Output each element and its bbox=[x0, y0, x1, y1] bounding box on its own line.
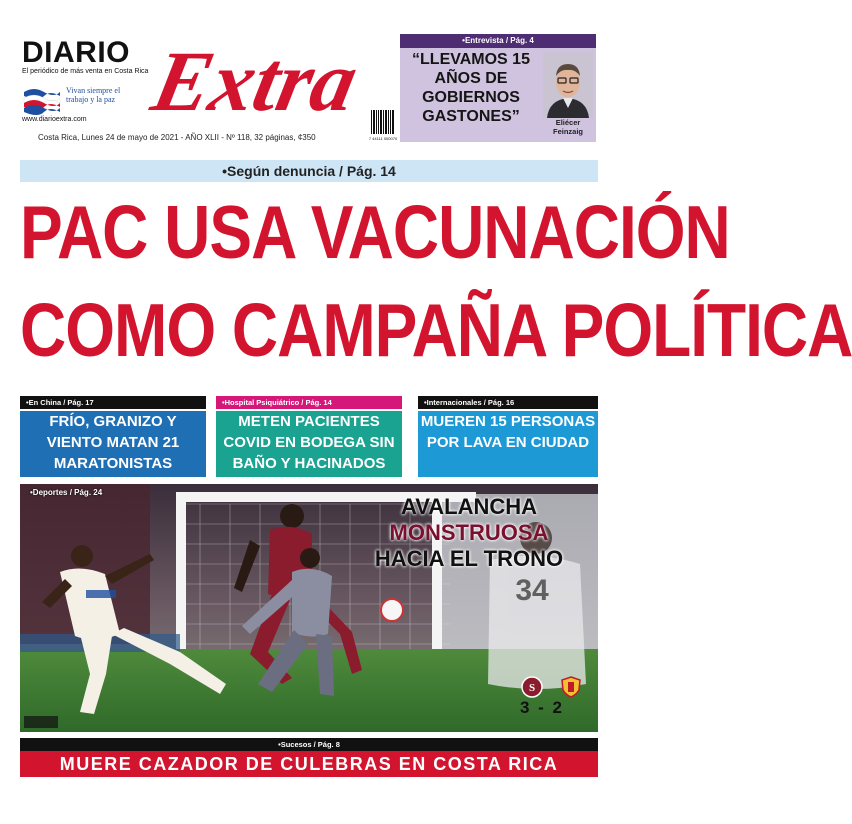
interview-name-last: Feinzaig bbox=[552, 127, 583, 136]
masthead-slogan: Vivan siempre el trabajo y la paz bbox=[66, 86, 121, 104]
match-score: 3 - 2 bbox=[520, 698, 565, 717]
story-tag bbox=[418, 396, 598, 409]
masthead-diario: DIARIO bbox=[22, 36, 130, 69]
interview-name-first: Eliécer bbox=[555, 118, 581, 127]
sports-tag: •Deportes / Pág. 24 bbox=[30, 488, 103, 497]
story-box-hospital bbox=[216, 396, 402, 478]
story-tag bbox=[20, 396, 206, 409]
extra-logo bbox=[108, 30, 388, 130]
story-headline: METEN PACIENTES COVID EN BODEGA SIN BAÑO Y HACINADOS bbox=[216, 411, 402, 477]
masthead-tagline: El periódico de más venta en Costa Rica bbox=[22, 68, 149, 75]
interview-portrait bbox=[543, 52, 593, 118]
flag-logo-icon bbox=[22, 86, 62, 114]
story-box-china bbox=[20, 396, 206, 478]
dateline: Costa Rica, Lunes 24 de mayo de 2021 - AÑO XLII - Nº 118, 32 páginas, ¢350 bbox=[38, 133, 316, 142]
extra-logo-text: Extra bbox=[144, 33, 366, 129]
story-tag-text: •En China / Pág. 17 bbox=[26, 398, 94, 407]
interview-tag: •Entrevista / Pág. 4 bbox=[400, 34, 596, 48]
masthead-website: www.diarioextra.com bbox=[22, 116, 87, 123]
bottom-tag: •Sucesos / Pág. 8 bbox=[20, 738, 598, 751]
svg-text:S: S bbox=[528, 682, 536, 694]
story-tag-text: •Hospital Psiquiátrico / Pág. 14 bbox=[222, 398, 332, 407]
sports-headline-line1: AVALANCHA bbox=[400, 494, 538, 519]
bottom-headline: MUERE CAZADOR DE CULEBRAS EN COSTA RICA bbox=[20, 751, 598, 777]
herediano-crest-icon bbox=[560, 676, 582, 698]
story-tag-text: •Internacionales / Pág. 16 bbox=[424, 398, 515, 407]
sports-headline-line2: MONSTRUOSA bbox=[389, 520, 549, 545]
barcode-number: 7 44111 000070 bbox=[368, 136, 398, 141]
main-kicker: •Según denuncia / Pág. 14 bbox=[20, 160, 598, 182]
story-tag bbox=[216, 396, 402, 409]
interview-name bbox=[540, 118, 596, 136]
story-headline: FRÍO, GRANIZO Y VIENTO MATAN 21 MARATONISTAS bbox=[20, 411, 206, 477]
main-headline-line2: COMO CAMPAÑA POLÍTICA bbox=[20, 287, 852, 373]
svg-text:34: 34 bbox=[515, 574, 549, 607]
barcode-icon bbox=[370, 108, 396, 142]
main-headline-line1: PAC USA VACUNACIÓN bbox=[20, 189, 730, 275]
saprissa-crest-icon bbox=[521, 676, 543, 698]
sports-headline-line3: HACIA EL TRONO bbox=[374, 546, 564, 571]
story-box-internacionales bbox=[418, 396, 598, 478]
interview-quote: “LLEVAMOS 15 AÑOS DE GOBIERNOS GASTONES” bbox=[412, 51, 530, 125]
story-headline: MUEREN 15 PERSONAS POR LAVA EN CIUDAD bbox=[418, 411, 598, 477]
